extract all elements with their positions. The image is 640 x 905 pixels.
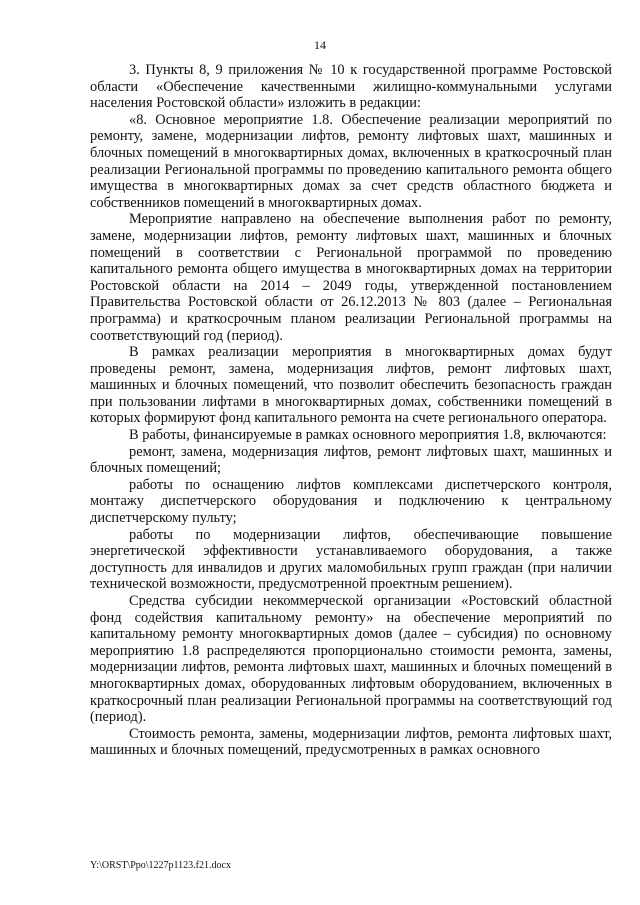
- paragraph-7: работы по оснащению лифтов комплексами диспетчерского контроля, монтажу диспетчерского оборудования и подключению к центральному диспетчерскому пульту;: [90, 476, 612, 527]
- paragraph-10: Стоимость ремонта, замены, модернизации лифтов, ремонта лифтовых шахт, машинных и блочных помещений, предусмотренных в рамках основного: [90, 725, 612, 759]
- paragraph-1: 3. Пункты 8, 9 приложения № 10 к государственной программе Ростовской области «Обеспечение качественными жилищно-коммунальными услугами населения Ростовской области» изложить в редакции:: [90, 62, 612, 112]
- document-body: [90, 62, 612, 759]
- paragraph-4: В рамках реализации мероприятия в многоквартирных домах будут проведены ремонт, замена, модернизация лифтов, ремонт лифтовых шахт, машинных и блочных помещений, что позволит обеспечить безопасность граждан при пользовании лифтами в многоквартирных домах, собственники помещений в которых формируют фонд капитального ремонта на счете регионального оператора.: [90, 344, 612, 427]
- file-path-footer: Y:\ORST\Ppo\1227p1123.f21.docx: [90, 860, 231, 871]
- paragraph-5: В работы, финансируемые в рамках основного мероприятия 1.8, включаются:: [129, 427, 607, 444]
- paragraph-8: работы по модернизации лифтов, обеспечивающие повышение энергетической эффективности устанавливаемого оборудования, а также доступность для инвалидов и других маломобильных групп граждан (при наличии технической возможности, предусмотренной проектным решением).: [90, 526, 612, 593]
- page-number: 14: [314, 38, 326, 52]
- paragraph-6: ремонт, замена, модернизация лифтов, ремонт лифтовых шахт, машинных и блочных помещений;: [90, 443, 612, 477]
- paragraph-9: Средства субсидии некоммерческой организации «Ростовский областной фонд содействия капитальному ремонту» на обеспечение мероприятий по капитальному ремонту многоквартирных домов (далее – субсидия) по основному мероприятию 1.8 распределяются пропорционально стоимости ремонта, замены, модернизации лифтов, ремонта лифтовых шахт, машинных и блочных помещений в многоквартирных домах, оборудованных лифтовым оборудованием, включенных в краткосрочный план реализации Региональной программы на соответствующий год (период).: [90, 593, 612, 726]
- paragraph-2: «8. Основное мероприятие 1.8. Обеспечение реализации мероприятий по ремонту, замене, модернизации лифтов, ремонту лифтовых шахт, машинных и блочных помещений в многоквартирных домах, включенных в краткосрочный план реализации Региональной программы по проведению капитального ремонта общего имущества в многоквартирных домах за счет средств областного бюджета и собственников помещений в многоквартирных домах.: [90, 111, 612, 211]
- paragraph-3: Мероприятие направлено на обеспечение выполнения работ по ремонту, замене, модернизации лифтов, ремонту лифтовых шахт, машинных и блочных помещений в соответствии с Региональной программой по проведению капитального ремонта общего имущества в многоквартирных домах на территории Ростовской области на 2014 – 2049 годы, утвержденной постановлением Правительства Ростовской области от 26.12.2013 № 803 (далее – Региональная программа) и краткосрочным планом реализации Региональной программы на соответствующий год (период).: [90, 211, 612, 344]
